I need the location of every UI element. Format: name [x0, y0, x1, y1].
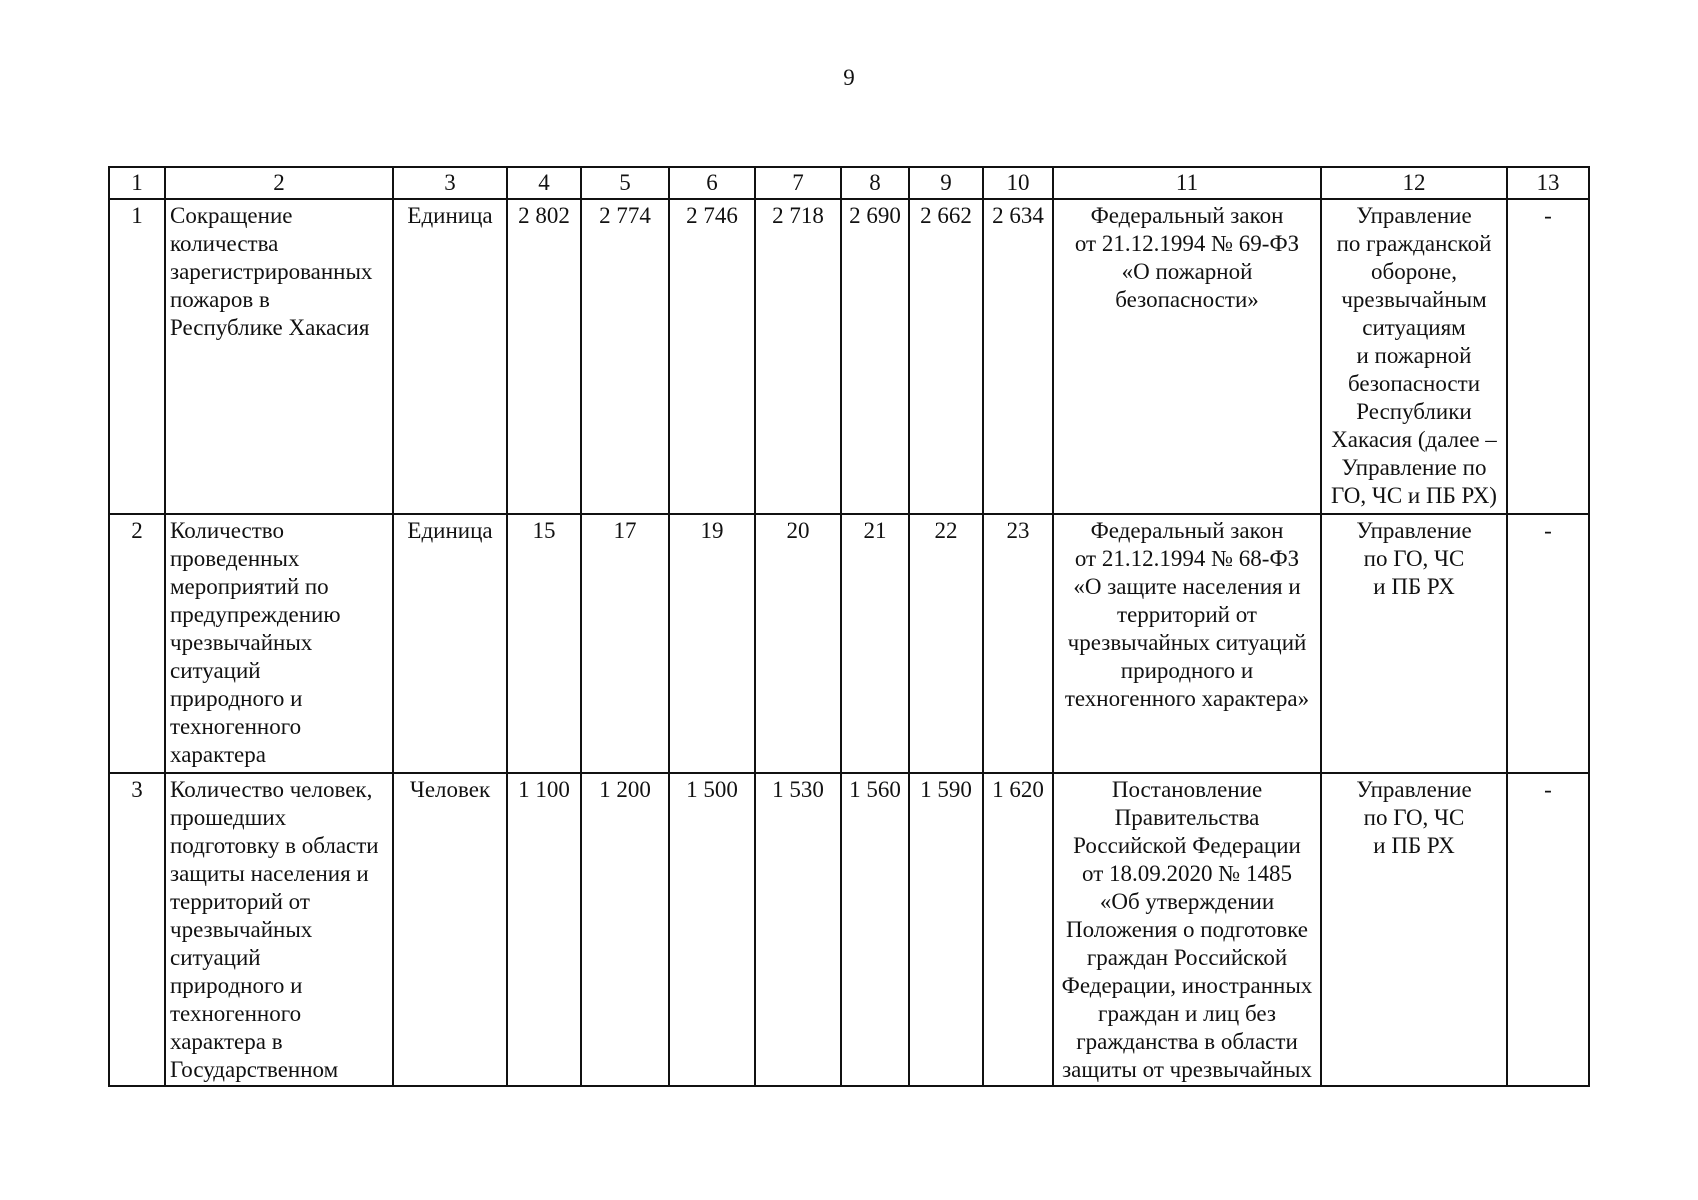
- note-cell: -: [1507, 773, 1589, 1086]
- indicator-name: [165, 199, 393, 514]
- indicator-name-text: Количество проведенных мероприятий по предупреждению чрезвычайных ситуаций природного и техногенного характера: [170, 518, 341, 767]
- value-cell: 19: [669, 514, 755, 773]
- legal-basis-text: Федеральный закон от 21.12.1994 № 69-ФЗ «О пожарной безопасности»: [1074, 203, 1300, 312]
- legal-basis-text: Федеральный закон от 21.12.1994 № 68-ФЗ «О защите населения и территорий от чрезвычайных ситуаций природного и техногенного характера»: [1064, 518, 1310, 711]
- responsible-cell: [1321, 514, 1507, 773]
- header-cell: 7: [755, 167, 841, 199]
- indicators-table: [108, 166, 1590, 1087]
- header-cell: 8: [841, 167, 909, 199]
- legal-basis-text: Постановление Правительства Российской Федерации от 18.09.2020 № 1485 «Об утверждении Положения о подготовке граждан Российской Федерации, иностранных граждан и лиц без гражданства в области защиты от чрезвычайных: [1061, 777, 1313, 1082]
- header-cell: 10: [983, 167, 1053, 199]
- indicator-name: [165, 773, 393, 1086]
- value-cell: 2 718: [755, 199, 841, 514]
- legal-basis-cell: [1053, 773, 1321, 1086]
- header-cell: 4: [507, 167, 581, 199]
- value-cell: 2 802: [507, 199, 581, 514]
- note-cell: -: [1507, 514, 1589, 773]
- header-cell: 12: [1321, 167, 1507, 199]
- header-cell: 2: [165, 167, 393, 199]
- responsible-text: Управление по гражданской обороне, чрезвычайным ситуациям и пожарной безопасности Республики Хакасия (далее – Управление по ГО, ЧС и ПБ РХ): [1331, 203, 1497, 508]
- table-row: [109, 199, 1589, 514]
- header-cell: 1: [109, 167, 165, 199]
- note-cell: -: [1507, 199, 1589, 514]
- value-cell: 21: [841, 514, 909, 773]
- page-number: 9: [843, 65, 855, 90]
- value-cell: 2 774: [581, 199, 669, 514]
- legal-basis-cell: [1053, 199, 1321, 514]
- responsible-cell: [1321, 773, 1507, 1086]
- value-cell: 1 620: [983, 773, 1053, 1086]
- responsible-cell: [1321, 199, 1507, 514]
- row-number: 1: [109, 199, 165, 514]
- value-cell: 15: [507, 514, 581, 773]
- row-number: 2: [109, 514, 165, 773]
- header-cell: 6: [669, 167, 755, 199]
- value-cell: 1 560: [841, 773, 909, 1086]
- value-cell: 23: [983, 514, 1053, 773]
- row-number: 3: [109, 773, 165, 1086]
- value-cell: 2 634: [983, 199, 1053, 514]
- header-cell: 9: [909, 167, 983, 199]
- responsible-text: Управление по ГО, ЧС и ПБ РХ: [1356, 777, 1472, 858]
- value-cell: 17: [581, 514, 669, 773]
- header-cell: 13: [1507, 167, 1589, 199]
- value-cell: 2 690: [841, 199, 909, 514]
- value-cell: 1 530: [755, 773, 841, 1086]
- header-cell: 3: [393, 167, 507, 199]
- unit-cell: Человек: [393, 773, 507, 1086]
- legal-basis-cell: [1053, 514, 1321, 773]
- indicator-name-text: Сокращение количества зарегистрированных пожаров в Республике Хакасия: [170, 203, 373, 340]
- value-cell: 22: [909, 514, 983, 773]
- value-cell: 2 746: [669, 199, 755, 514]
- value-cell: 2 662: [909, 199, 983, 514]
- value-cell: 1 100: [507, 773, 581, 1086]
- header-cell: 5: [581, 167, 669, 199]
- responsible-text: Управление по ГО, ЧС и ПБ РХ: [1356, 518, 1472, 599]
- value-cell: 20: [755, 514, 841, 773]
- table-row: [109, 514, 1589, 773]
- table-header-row: [109, 167, 1589, 199]
- unit-cell: Единица: [393, 514, 507, 773]
- indicator-name: [165, 514, 393, 773]
- header-cell: 11: [1053, 167, 1321, 199]
- indicator-name-text: Количество человек, прошедших подготовку в области защиты населения и территорий от чрезвычайных ситуаций природного и техногенного характера в Государственном: [170, 777, 379, 1082]
- unit-cell: Единица: [393, 199, 507, 514]
- value-cell: 1 590: [909, 773, 983, 1086]
- table-row: [109, 773, 1589, 1086]
- value-cell: 1 200: [581, 773, 669, 1086]
- value-cell: 1 500: [669, 773, 755, 1086]
